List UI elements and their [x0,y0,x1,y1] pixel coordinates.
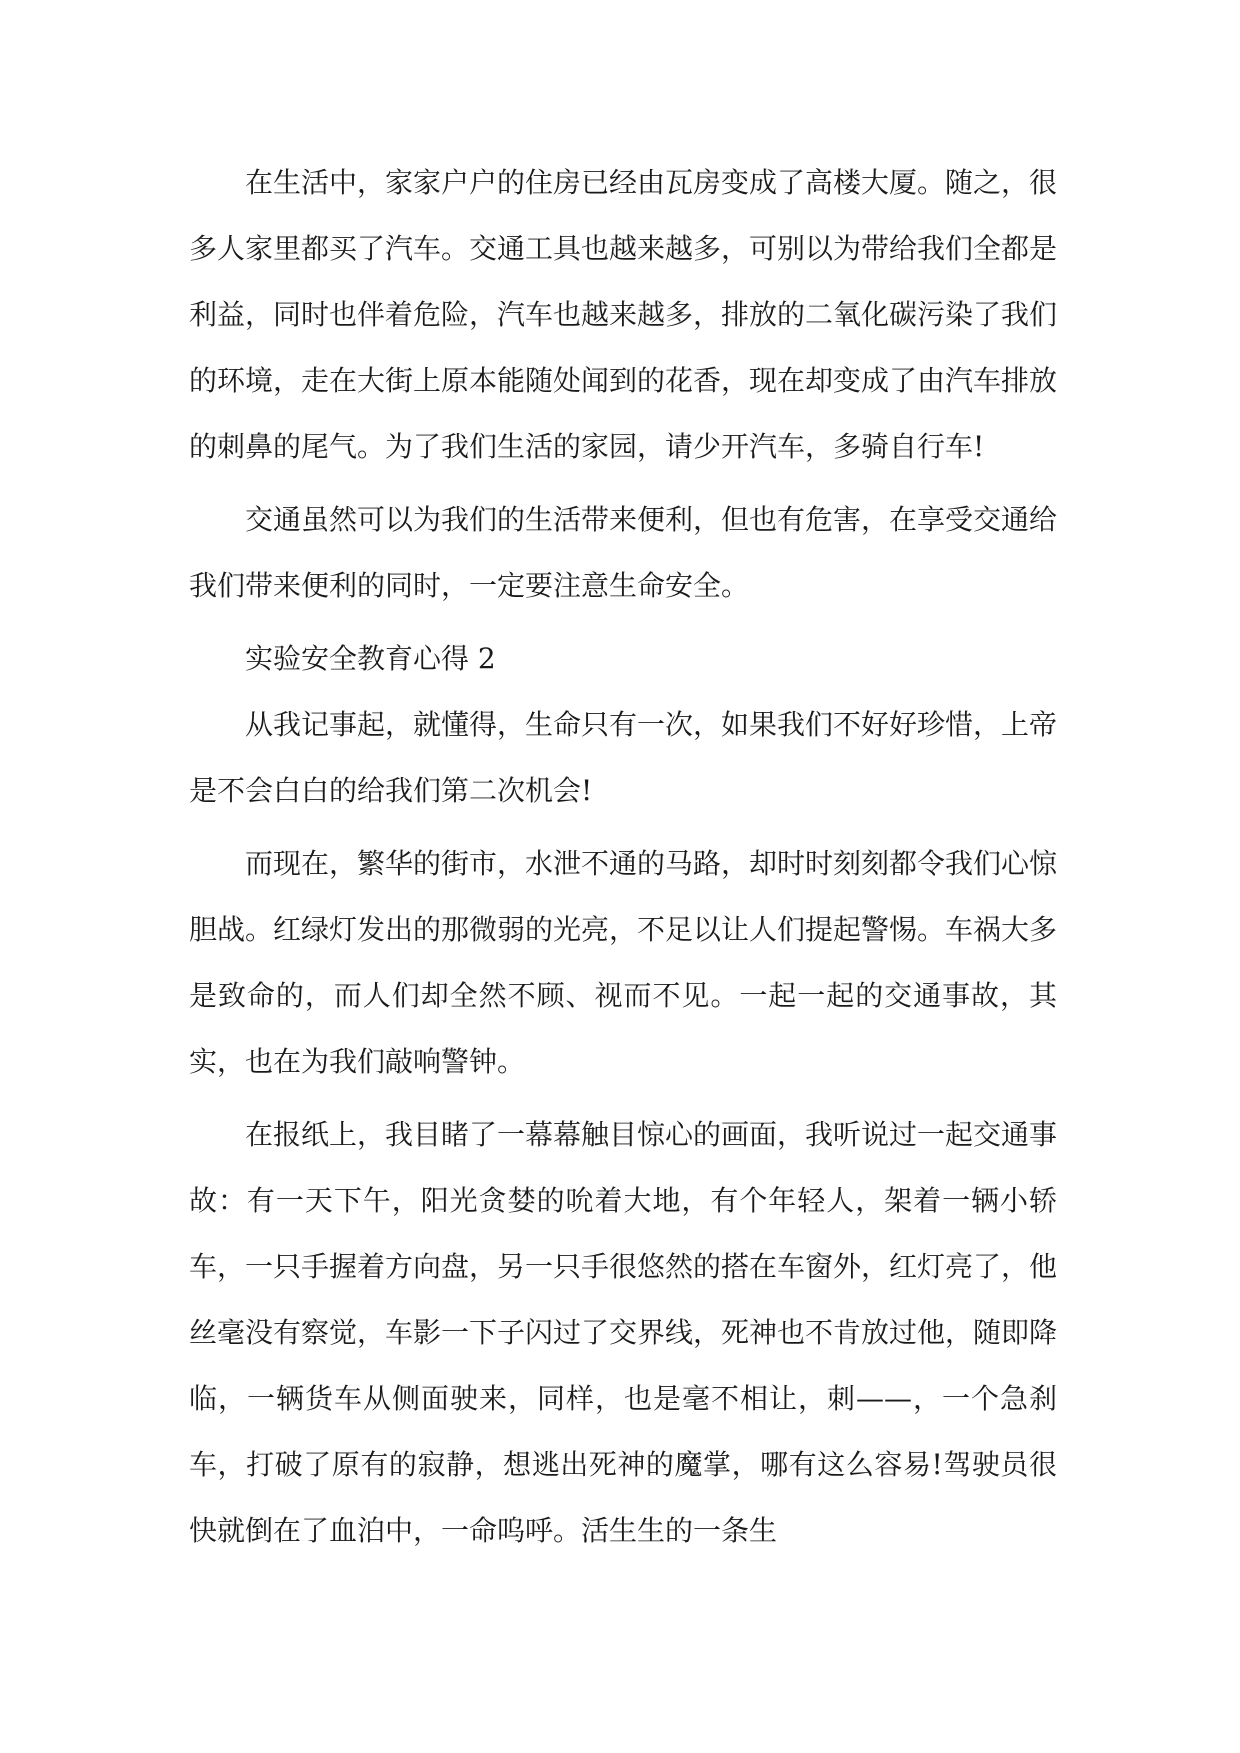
paragraph-car-pollution: 在生活中，家家户户的住房已经由瓦房变成了高楼大厦。随之，很多人家里都买了汽车。交通工具也越来越多，可别以为带给我们全都是利益，同时也伴着危险，汽车也越来越多，排放的二氧化碳污染了我们的环境，走在大街上原本能随处闻到的花香，现在却变成了由汽车排放的刺鼻的尾气。为了我们生活的家园，请少开汽车，多骑自行车! [189,166,1058,463]
document-body [189,150,1057,1564]
section-title: 实验安全教育心得 2 [245,642,496,675]
paragraph-busy-streets: 而现在，繁华的街市，水泄不通的马路，却时时刻刻都令我们心惊胆战。红绿灯发出的那微弱的光亮，不足以让人们提起警惕。车祸大多是致命的，而人们却全然不顾、视而不见。一起一起的交通事故，其实，也在为我们敲响警钟。 [189,847,1058,1078]
paragraph-traffic-convenience: 交通虽然可以为我们的生活带来便利，但也有危害，在享受交通给我们带来便利的同时，一定要注意生命安全。 [189,503,1058,602]
paragraph-accident-story: 在报纸上，我目睹了一幕幕触目惊心的画面，我听说过一起交通事故：有一天下午，阳光贪婪的吮着大地，有个年轻人，架着一辆小轿车，一只手握着方向盘，另一只手很悠然的搭在车窗外，红灯亮了，他丝毫没有察觉，车影一下子闪过了交界线，死神也不肯放过他，随即降临，一辆货车从侧面驶来，同样，也是毫不相让，刺——，一个急刹车，打破了原有的寂静，想逃出死神的魔掌，哪有这么容易!驾驶员很快就倒在了血泊中，一命呜呼。活生生的一条生 [189,1118,1058,1547]
paragraph-life-once: 从我记事起，就懂得，生命只有一次，如果我们不好好珍惜，上帝是不会白白的给我们第二次机会! [189,708,1058,807]
